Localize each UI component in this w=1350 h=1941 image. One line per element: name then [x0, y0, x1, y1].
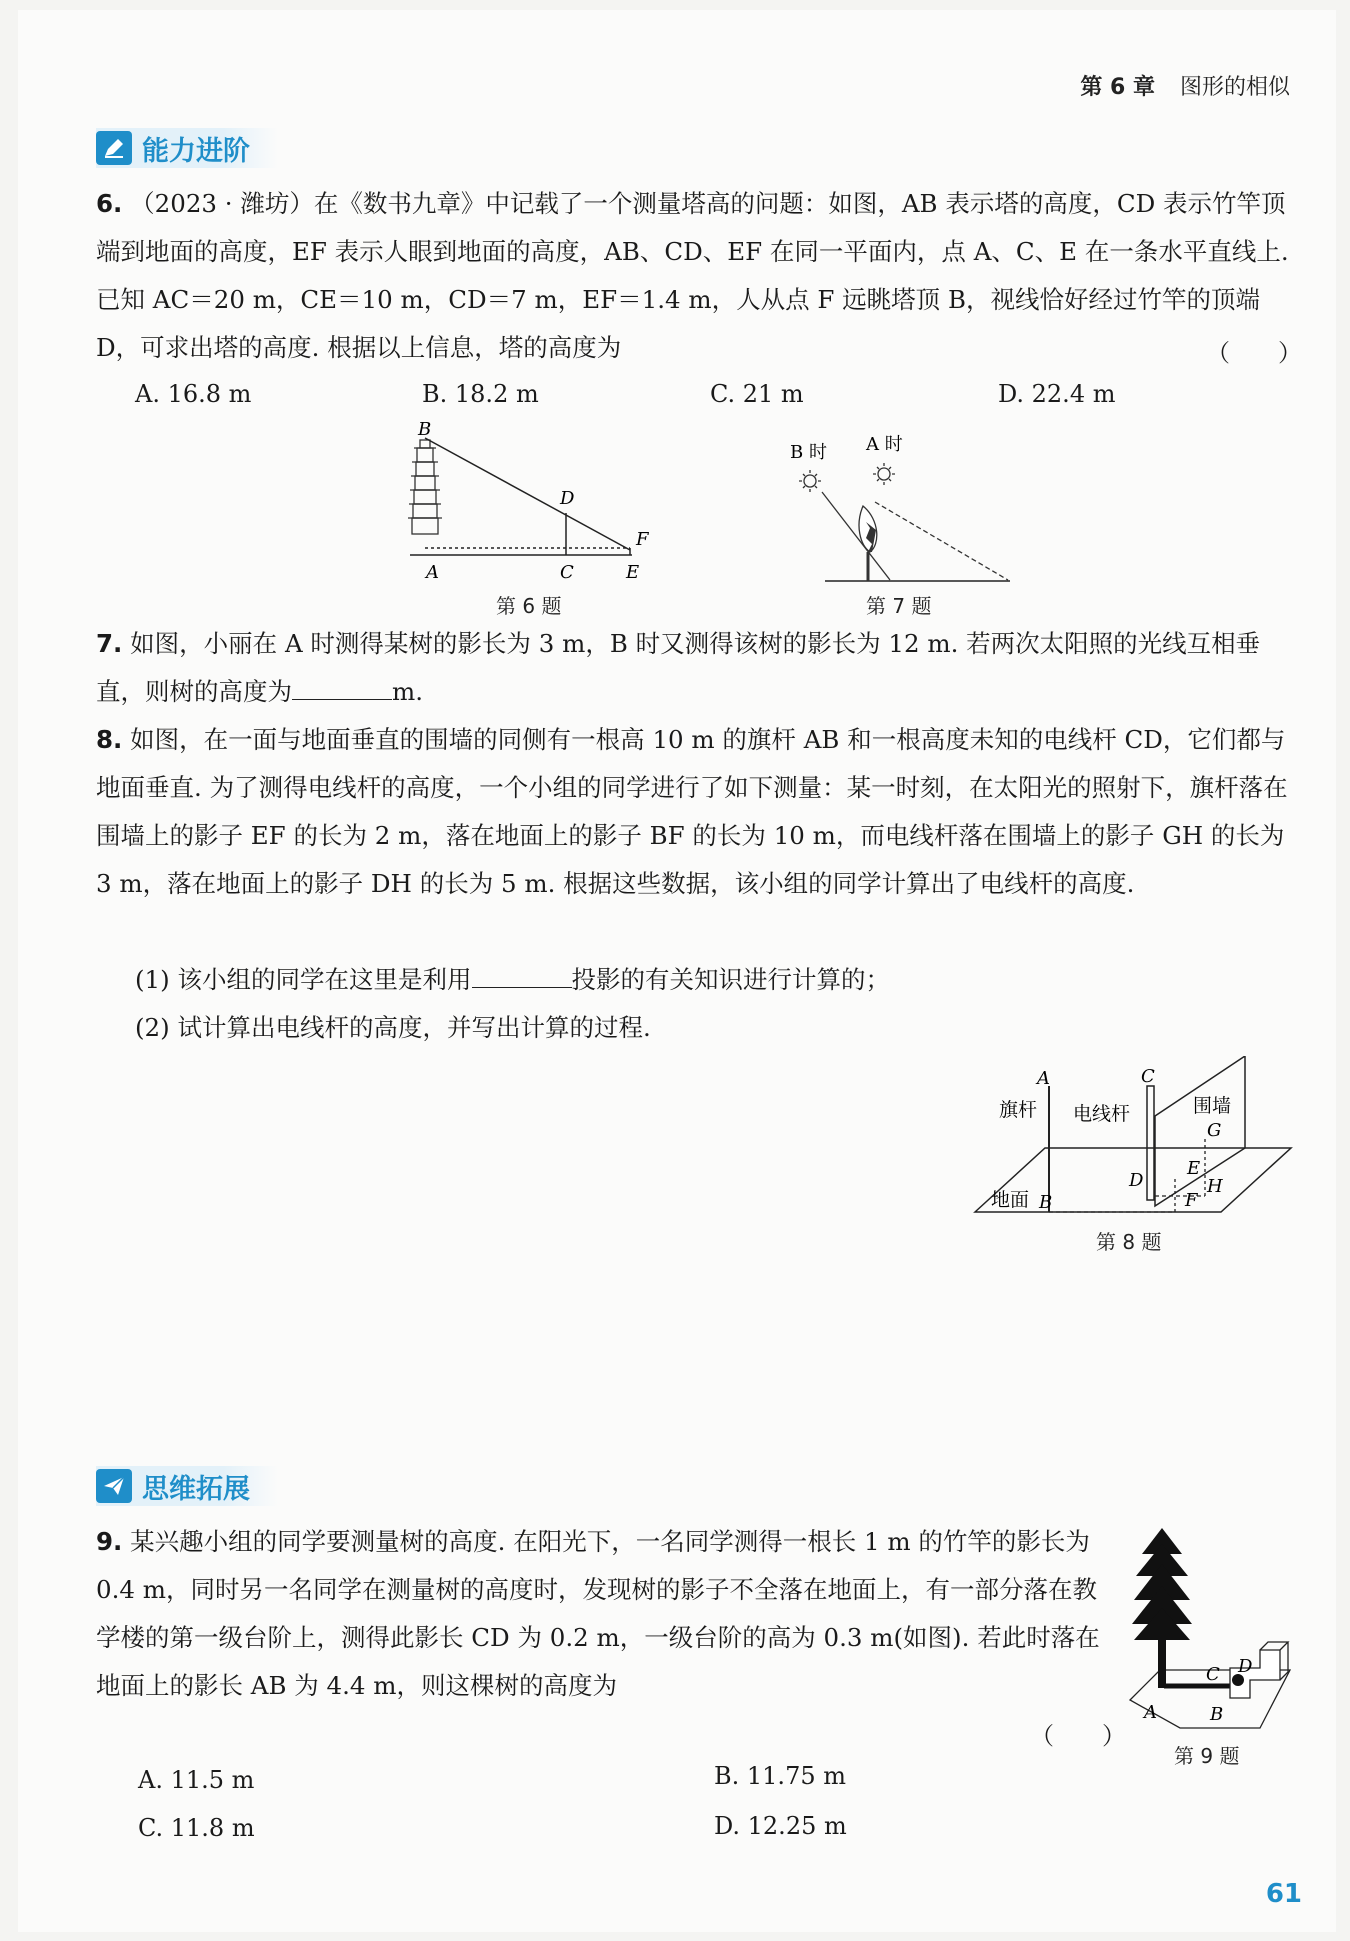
section-title: 能力进阶	[142, 135, 250, 167]
option-d: D. 22.4 m	[998, 380, 1116, 408]
option-b: B. 11.75 m	[714, 1762, 846, 1790]
label-wall: 围墙	[1193, 1095, 1232, 1117]
option-b: B. 18.2 m	[422, 380, 539, 408]
label-b: B	[1210, 1704, 1224, 1725]
paper-plane-icon	[96, 1469, 132, 1503]
label-e: E	[1187, 1158, 1201, 1179]
section-heading-advance	[96, 128, 278, 168]
label-a: A	[1037, 1068, 1050, 1089]
label-b-time: B 时	[790, 442, 827, 463]
label-c: C	[1141, 1066, 1155, 1087]
label-f: F	[1185, 1190, 1198, 1211]
label-g: G	[1207, 1120, 1222, 1141]
figure-6-caption: 第 6 题	[496, 594, 562, 618]
question-text: 某兴趣小组的同学要测量树的高度. 在阳光下，一名同学测得一根长 1 m 的竹竿的影长为 0.4 m，同时另一名同学在测量树的高度时，发现树的影子不全落在地面上，有一部分落在教学楼的第一级台阶上，测得此影长 CD 为 0.2 m，一级台阶的高为 0.3 m(如图). 若此时落在地面上的影长 AB 为 4.4 m，则这棵树的高度为	[96, 1527, 1100, 1700]
page-header	[1080, 70, 1290, 101]
question-8-part-1	[135, 956, 890, 1004]
question-7	[96, 620, 1296, 716]
question-text-end: m.	[392, 677, 424, 706]
page-number: 61	[1265, 1879, 1302, 1909]
part-1-text-end: 投影的有关知识进行计算的；	[571, 965, 890, 994]
figure-7	[780, 430, 1020, 590]
label-f: F	[636, 529, 649, 550]
figure-9	[1120, 1520, 1300, 1740]
option-d: D. 12.25 m	[714, 1812, 847, 1840]
option-a: A. 16.8 m	[135, 380, 252, 408]
question-9	[96, 1518, 1116, 1710]
label-e: E	[626, 562, 640, 583]
figure-7-caption: 第 7 题	[866, 594, 932, 618]
tree-icon	[1132, 1528, 1192, 1688]
section-heading-extension	[96, 1466, 278, 1506]
question-text: 如图，在一面与地面垂直的围墙的同侧有一根高 10 m 的旗杆 AB 和一根高度未知的电线杆 CD，它们都与地面垂直. 为了测得电线杆的高度，一个小组的同学进行了如下测量：某一时刻，在太阳光的照射下，旗杆落在围墙上的影子 EF 的长为 2 m，落在地面上的影子 BF 的长为 10 m，而电线杆落在围墙上的影子 GH 的长为 3 m，落在地面上的影子 DH 的长为 5 m. 根据这些数据，该小组的同学计算出了电线杆的高度.	[96, 725, 1288, 898]
label-b: B	[418, 420, 432, 440]
label-a-time: A 时	[866, 434, 903, 455]
pagoda-icon	[408, 440, 442, 534]
figure-9-caption: 第 9 题	[1174, 1744, 1240, 1768]
label-d: D	[560, 488, 575, 509]
question-8-part-2	[135, 1004, 651, 1052]
chapter-title: 图形的相似	[1179, 75, 1290, 100]
label-c: C	[1206, 1664, 1220, 1685]
figure-8-caption: 第 8 题	[1096, 1230, 1162, 1254]
label-flagpole: 旗杆	[999, 1099, 1038, 1121]
sun-icon	[799, 470, 821, 492]
label-h: H	[1207, 1176, 1223, 1197]
option-c: C. 11.8 m	[138, 1814, 255, 1842]
label-a: A	[426, 562, 439, 583]
option-a: A. 11.5 m	[138, 1766, 255, 1794]
part-2-text: (2) 试计算出电线杆的高度，并写出计算的过程.	[135, 1013, 651, 1042]
answer-blank[interactable]	[292, 677, 392, 700]
label-b: B	[1039, 1192, 1053, 1213]
question-text: 如图，小丽在 A 时测得某树的影长为 3 m，B 时又测得该树的影长为 12 m. 若两次太阳照的光线互相垂直，则树的高度为	[96, 629, 1261, 706]
label-ground: 地面	[991, 1189, 1030, 1211]
option-c: C. 21 m	[710, 380, 804, 408]
figure-6	[400, 420, 660, 590]
section-title: 思维拓展	[142, 1473, 250, 1505]
label-c: C	[560, 562, 574, 583]
label-d: D	[1129, 1170, 1144, 1191]
label-d: D	[1238, 1656, 1253, 1677]
question-6	[96, 180, 1296, 372]
question-number: 6.	[96, 189, 123, 218]
question-number: 7.	[96, 629, 123, 658]
answer-parentheses: （ ）	[1206, 339, 1302, 367]
answer-parentheses: （ ）	[1030, 1722, 1126, 1750]
question-number: 8.	[96, 725, 123, 754]
label-a: A	[1144, 1702, 1157, 1723]
question-number: 9.	[96, 1527, 123, 1556]
question-8	[96, 716, 1296, 908]
chapter-number: 第 6 章	[1080, 75, 1155, 100]
sun-icon	[873, 463, 895, 485]
figure-8	[965, 1056, 1305, 1236]
pencil-icon	[96, 131, 132, 165]
part-1-text: (1) 该小组的同学在这里是利用	[135, 965, 472, 994]
answer-blank[interactable]	[472, 965, 572, 988]
label-utility-pole: 电线杆	[1073, 1103, 1131, 1125]
question-text: （2023 · 潍坊）在《数书九章》中记载了一个测量塔高的问题：如图，AB 表示塔的高度，CD 表示竹竿顶端到地面的高度，EF 表示人眼到地面的高度，AB、CD、EF 在同一平面内，点 A、C、E 在一条水平直线上. 已知 AC＝20 m，CE＝10 m，CD＝7 m，EF＝1.4 m，人从点 F 远眺塔顶 B，视线恰好经过竹竿的顶端 D，可求出塔的高度. 根据以上信息，塔的高度为	[96, 189, 1289, 362]
